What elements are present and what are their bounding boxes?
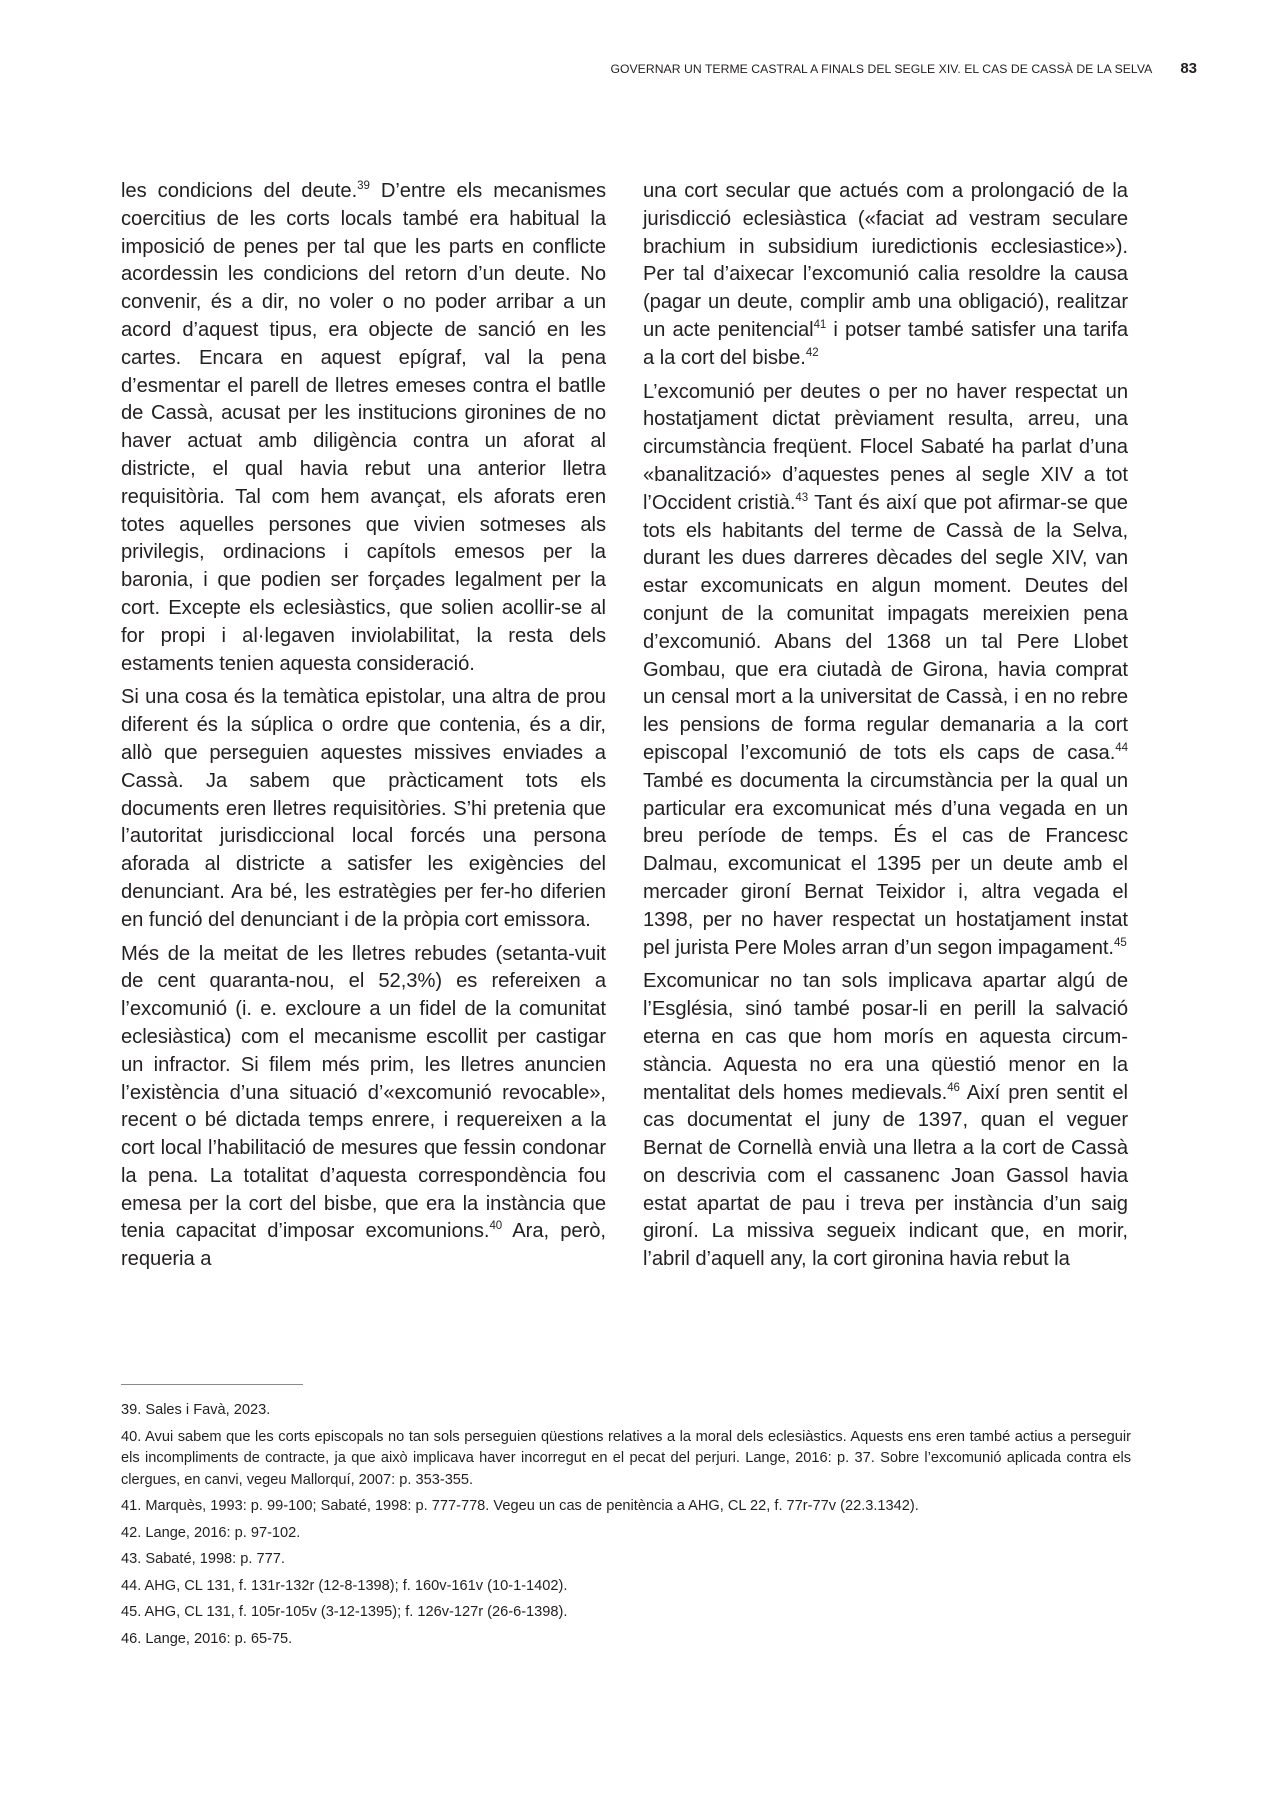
paragraph-text: Excomunicar no tan sols implicava apartar algú de l’Església, sinó també posar-li en perill la salvació eterna en cas que hom morís en aquesta circumstància. Aquesta no era una qüestió menor en la mentalitat dels homes medievals. [643,970,1128,1104]
paragraph-text: les condicions del deute. [121,180,358,202]
paragraph [643,968,1128,1274]
paragraph [643,178,1128,373]
paragraph-text: L’excomunió per deutes o per no haver respectat un hostatjament dictat prèviament resulta, arreu, una circumstància freqüent. Flocel Sabaté ha parlat d’una «banalització» d’aquestes penes al segle XIV a tot l’Occident cristià. [643,380,1128,514]
running-title: GOVERNAR UN TERME CASTRAL A FINALS DEL SEGLE XIV. EL CAS DE CASSÀ DE LA SELVA [610,62,1153,76]
right-column [643,178,1128,1280]
paragraph-text: Més de la meitat de les lletres rebudes (setanta-vuit de cent quaranta-nou, el 52,3%) es refereixen a l’excomunió (i. e. excloure a un fidel de la comunitat eclesiàstica) com el mecanisme escollit per castigar un infractor. Si filem més prim, les lletres anuncien l’existència d’una situació d’«excomunió revocable», recent o bé dictada temps enrere, i requereixen a la cort local l’habilitació de mesures que fessin condonar la pena. La totalitat d’aquesta correspondència fou emesa per la cort del bisbe, que era la instància que tenia capacitat d’imposar excomunions. [121,942,606,1243]
paragraph [121,178,606,678]
body-columns [121,178,1128,1280]
paragraph [121,941,606,1275]
paragraph-text: Tant és així que pot afirmar-se que tots els habitants del terme de Cassà de la Selva, durant les dues darreres dècades del segle XIV, van estar excomunicats en algun moment. Deutes del conjunt de la comunitat impagats mereixien pena d’excomunió. Abans del 1368 un tal Pere Llobet Gombau, que era ciutadà de Girona, havia comprat un censal mort a la universitat de Cassà, i en no rebre les pensions de forma regular demanaria a la cort episcopal l’excomunió de tots els caps de casa. [643,491,1128,764]
footnote-42: 42. Lange, 2016: p. 97-102. [121,1524,301,1541]
footnote-ref-40[interactable]: 40 [489,1220,503,1233]
footnote-45: 45. AHG, CL 131, f. 105r-105v (3-12-1395); f. 126v-127r (26-6-1398). [121,1604,568,1620]
running-header [610,60,1197,77]
footnote-39: 39. Sales i Favà, 2023. [121,1402,271,1418]
footnote-40: 40. Avui sabem que les corts episcopals no tan sols perseguien qüestions relatives a la moral dels eclesiàstics. Aquests ens eren també actius a perseguir els incompliments de contracte, ja que això implicava haver incorregut en el pecat del perjuri. Lange, 2016: p. 37. Sobre l’excomunió aplicada contra els clergues, en canvi, vegeu Mallorquí, 2007: p. 353-355. [121,1428,1131,1488]
paragraph [643,379,1128,963]
footnote-ref-41[interactable]: 41 [813,318,827,331]
paragraph-text: una cort secular que actués com a prolongació de la jurisdicció eclesiàstica («faciat ad vestram seculare brachium in subsidium iuredictionis ecclesiastice»). Per tal d’aixecar l’excomunió calia resoldre la causa (pagar un deute, complir amb una obligació), realitzar un acte penitencial [643,180,1128,341]
footnote-ref-42[interactable]: 42 [805,346,819,359]
footnote-ref-45[interactable]: 45 [1114,936,1127,949]
footnote-ref-46[interactable]: 46 [947,1081,960,1094]
footnote-ref-39[interactable]: 39 [357,180,370,192]
footnote-ref-43[interactable]: 43 [795,491,809,504]
footnote-44: 44. AHG, CL 131, f. 131r-132r (12-8-1398); f. 160v-161v (10-1-1402). [121,1577,568,1594]
paragraph-text: Ara, però, requeria a [121,1220,606,1271]
footnote-ref-44[interactable]: 44 [1115,741,1128,754]
footnote-41: 41. Marquès, 1993: p. 99-100; Sabaté, 1998: p. 777-778. Vegeu un cas de penitència a AHG, CL 22, f. 77r-77v (22.3.1342). [121,1498,919,1514]
footnotes [121,1400,1131,1655]
footnote-43: 43. Sabaté, 1998: p. 777. [121,1551,285,1567]
paragraph-text: També es documenta la circumstància per la qual un particular era excomunicat més d’una vegada en un breu període de temps. És el cas de Francesc Dalmau, excomunicat el 1395 per un deute amb el mercader gironí Bernat Teixidor i, altra vegada el 1398, per no haver respectat un hostatjament instat pel jurista Pere Moles arran d’un segon impagament. [643,769,1128,959]
paragraph-text: D’entre els mecanismes coercitius de les corts locals també era habitual la imposició de penes per tal que les parts en conflicte acordessin les condicions del retorn d’un deute. No convenir, és a dir, no voler o no poder arribar a un acord d’aquest tipus, era objecte de sanció en les cartes. Encara en aquest epígraf, val la pena d’esmentar el parell de lletres emeses contra el batlle de Cassà, acusat per les institucions gironines de no haver actuat amb diligència contra un aforat al districte, el qual havia rebut una anterior lletra requisitòria. Tal com hem avançat, els aforats eren totes aquelles persones que vivien sotmeses als privilegis, ordinacions i capítols emesos per la baronia, i que podien ser forçades legalment per la cort. Excepte els eclesiàstics, que solien acollir-se al for propi i al·legaven inviolabilitat, la resta dels estaments tenien aquesta consideració. [121,180,607,675]
footnote-divider [121,1384,303,1385]
page-number: 83 [1180,60,1197,77]
footnote-46: 46. Lange, 2016: p. 65-75. [121,1630,293,1647]
paragraph-text: Així pren sentit el cas documentat el juny de 1397, quan el veguer Bernat de Cornellà envià una lletra a la cort de Cassà on descrivia com el cassanenc Joan Gassol havia estat apartat de pau i treva per instància d’un saig gironí. La missiva segueix indicant que, en morir, l’abril d’aquell any, la cort gironina havia rebut la [643,1081,1128,1271]
paragraph-text: i potser també satisfer una tarifa a la cort del bisbe. [643,318,1129,369]
paragraph-text: Si una cosa és la temàtica epistolar, una altra de prou diferent és la súplica o ordre que contenia, és a dir, allò que perseguien aquestes missives enviades a Cassà. Ja sabem que pràcticament tots els documents eren lletres requisitòries. S’hi pretenia que l’autoritat jurisdiccional local forcés una persona aforada al districte a satisfer les exigències del denunciant. Ara bé, les estratègies per fer-ho diferien en funció del denunciant i de la pròpia cort emissora. [121,686,606,931]
left-column [121,178,606,1280]
paragraph [121,684,606,934]
